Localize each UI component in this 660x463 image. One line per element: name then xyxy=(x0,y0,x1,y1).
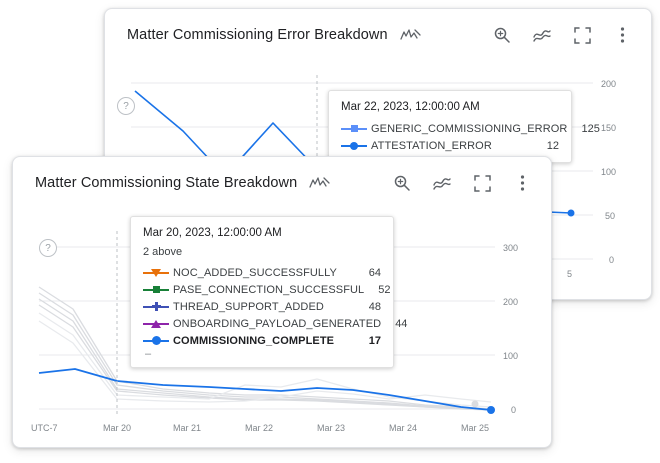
tooltip-series-label: ONBOARDING_PAYLOAD_GENERATED xyxy=(173,317,382,330)
tooltip-series-value: 48 xyxy=(368,300,381,313)
x-tick-mar25: Mar 25 xyxy=(461,423,490,433)
tooltip-series-label: COMMISSIONING_COMPLETE xyxy=(173,334,335,347)
x-tick-mar21: Mar 21 xyxy=(173,423,202,433)
legend-swatch-plus xyxy=(143,302,169,311)
y-tick-0: 0 xyxy=(511,405,517,415)
y-tick-200: 200 xyxy=(601,79,617,89)
x-tick-mar23: Mar 23 xyxy=(317,423,346,433)
tooltip-series-label: GENERIC_COMMISSIONING_ERROR xyxy=(371,122,568,135)
tooltip-row xyxy=(143,281,391,298)
tooltip-date: Mar 20, 2023, 12:00:00 AM xyxy=(143,227,282,239)
compare-icon[interactable] xyxy=(431,172,453,194)
more-vert-icon[interactable] xyxy=(511,172,533,194)
tooltip-row xyxy=(341,120,600,137)
zoom-search-icon[interactable] xyxy=(391,172,413,194)
fullscreen-icon[interactable] xyxy=(471,172,493,194)
tooltip-series-value: 64 xyxy=(368,266,381,279)
y-tick-100: 100 xyxy=(601,167,617,177)
tooltip-series-value: 52 xyxy=(378,283,391,296)
panel-header xyxy=(13,157,551,209)
tooltip-above-count: 2 above xyxy=(143,246,183,258)
zoom-search-icon[interactable] xyxy=(491,24,513,46)
x-tick-label: 5 xyxy=(567,269,573,279)
x-tick-mar22: Mar 22 xyxy=(245,423,274,433)
series-point-faint xyxy=(472,401,479,408)
tooltip-series-label: ATTESTATION_ERROR xyxy=(371,139,492,152)
tooltip-series-value: 12 xyxy=(546,139,559,152)
page-title: Matter Commissioning State Breakdown xyxy=(35,175,298,191)
tooltip-series-value: 17 xyxy=(368,334,381,347)
y-tick-200: 200 xyxy=(503,297,519,307)
y-tick-150: 150 xyxy=(601,123,617,133)
compare-icon[interactable] xyxy=(531,24,553,46)
tooltip-more-indicator: – xyxy=(145,348,152,360)
y-tick-0: 0 xyxy=(609,255,615,265)
tooltip-row xyxy=(341,137,559,154)
chart-tooltip-error xyxy=(328,90,600,163)
x-tick-mar24: Mar 24 xyxy=(389,423,418,433)
legend-swatch-triangle-down xyxy=(143,269,169,277)
sparkline-icon xyxy=(309,175,331,191)
tooltip-series-label: PASE_CONNECTION_SUCCESSFUL xyxy=(173,283,365,296)
chart-tooltip-state xyxy=(130,216,408,368)
series-point xyxy=(487,406,495,414)
x-tick-utc: UTC-7 xyxy=(31,423,58,433)
tooltip-row xyxy=(143,298,381,315)
legend-swatch-circle xyxy=(341,142,367,150)
panel-actions xyxy=(391,172,537,194)
legend-swatch-square xyxy=(341,125,367,132)
tooltip-row xyxy=(143,315,408,332)
tooltip-series-value: 44 xyxy=(395,317,408,330)
tooltip-date: Mar 22, 2023, 12:00:00 AM xyxy=(341,101,480,113)
page-title: Matter Commissioning Error Breakdown xyxy=(127,27,388,43)
y-tick-300: 300 xyxy=(503,243,519,253)
y-tick-50: 50 xyxy=(605,211,616,221)
panel-header xyxy=(105,9,651,61)
help-badge[interactable]: ? xyxy=(39,239,57,257)
tooltip-series-label: THREAD_SUPPORT_ADDED xyxy=(173,300,324,313)
tooltip-series-value: 125 xyxy=(581,122,600,135)
x-tick-mar20: Mar 20 xyxy=(103,423,132,433)
legend-swatch-triangle-up xyxy=(143,320,169,328)
tooltip-row-selected xyxy=(143,332,381,349)
fullscreen-icon[interactable] xyxy=(571,24,593,46)
sparkline-icon xyxy=(400,27,422,43)
legend-swatch-square xyxy=(143,286,169,293)
y-tick-100: 100 xyxy=(503,351,519,361)
legend-swatch-circle xyxy=(143,336,169,345)
tooltip-row xyxy=(143,264,381,281)
help-badge[interactable]: ? xyxy=(117,97,135,115)
more-vert-icon[interactable] xyxy=(611,24,633,46)
panel-actions xyxy=(491,24,637,46)
series-point xyxy=(568,210,575,217)
tooltip-series-label: NOC_ADDED_SUCCESSFULLY xyxy=(173,266,337,279)
